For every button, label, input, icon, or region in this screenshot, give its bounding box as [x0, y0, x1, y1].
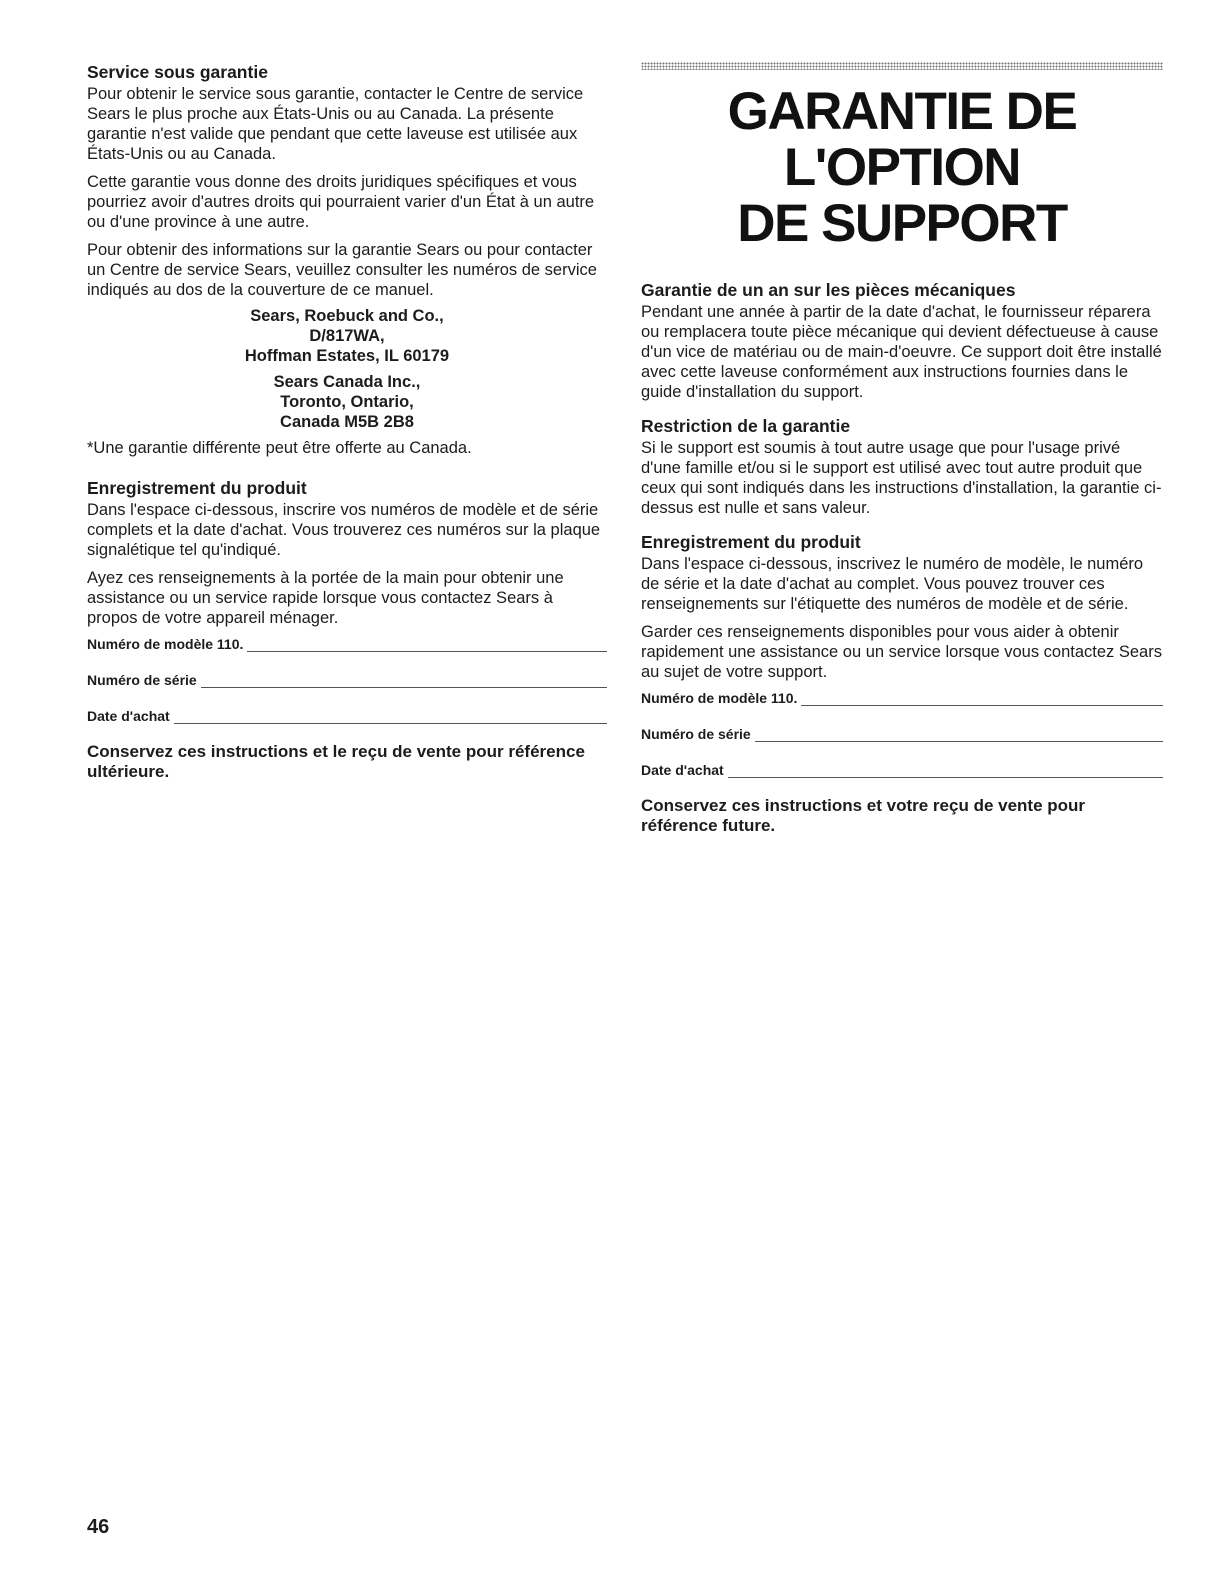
serial-number-field-right[interactable]	[641, 724, 1163, 742]
canada-note: *Une garantie différente peut être offerte au Canada.	[87, 439, 472, 457]
address-ca-line: Canada M5B 2B8	[280, 413, 414, 431]
model-number-field[interactable]	[87, 634, 607, 652]
page-title-line-1: GARANTIE DE L'OPTION	[727, 82, 1077, 197]
warranty-heading: Garantie de un an sur les pièces mécaniques	[641, 280, 1016, 300]
registration-paragraph-right-2: Garder ces renseignements disponibles pour vous aider à obtenir rapidement une assistance ou un service lorsque vous contactez Sears au sujet de votre support.	[641, 623, 1162, 681]
serial-number-line-right[interactable]	[755, 729, 1163, 742]
address-canada	[87, 372, 607, 432]
registration-heading-right: Enregistrement du produit	[641, 532, 861, 552]
purchase-date-label: Date d'achat	[87, 708, 170, 724]
service-paragraph-2: Cette garantie vous donne des droits juridiques spécifiques et vous pourriez avoir d'autres droits qui pourraient varier d'un État à un autre ou d'une province à une autre.	[87, 173, 595, 231]
closing-note-right: Conservez ces instructions et votre reçu de vente pour référence future.	[641, 796, 1086, 835]
service-paragraph-3: Pour obtenir des informations sur la garantie Sears ou pour contacter un Centre de service Sears, veuillez consulter les numéros de service indiqués au dos de la couverture de ce manuel.	[87, 241, 597, 299]
left-column	[87, 62, 607, 782]
service-heading: Service sous garantie	[87, 62, 268, 82]
dotted-divider	[641, 62, 1163, 70]
address-ca-line: Sears Canada Inc.,	[273, 373, 421, 391]
registration-heading: Enregistrement du produit	[87, 478, 307, 498]
purchase-date-line-right[interactable]	[728, 765, 1163, 778]
serial-number-label: Numéro de série	[87, 672, 197, 688]
model-number-field-right[interactable]	[641, 688, 1163, 706]
registration-paragraph-right-1: Dans l'espace ci-dessous, inscrivez le numéro de modèle, le numéro de série et la date d'achat au complet. Vous pouvez trouver ces renseignements sur l'étiquette des numéros de modèle et de série.	[641, 555, 1144, 613]
model-number-line[interactable]	[247, 639, 607, 652]
page-number: 46	[87, 1516, 110, 1538]
serial-number-label-right: Numéro de série	[641, 726, 751, 742]
registration-paragraph-1: Dans l'espace ci-dessous, inscrire vos numéros de modèle et de série complets et la date d'achat. Vous trouverez ces numéros sur la plaque signalétique tel qu'indiqué.	[87, 501, 601, 559]
model-number-label-right: Numéro de modèle 110.	[641, 690, 798, 706]
address-us-line: Sears, Roebuck and Co.,	[250, 307, 444, 325]
serial-number-field[interactable]	[87, 670, 607, 688]
purchase-date-field-right[interactable]	[641, 760, 1163, 778]
address-us-line: D/817WA,	[309, 327, 385, 345]
address-ca-line: Toronto, Ontario,	[280, 393, 414, 411]
closing-note: Conservez ces instructions et le reçu de vente pour référence ultérieure.	[87, 742, 585, 781]
page-title-line-2: DE SUPPORT	[737, 194, 1067, 253]
model-number-line-right[interactable]	[801, 693, 1163, 706]
purchase-date-field[interactable]	[87, 706, 607, 724]
registration-paragraph-2: Ayez ces renseignements à la portée de la main pour obtenir une assistance ou un service rapide lorsque vous contactez Sears à propos de votre appareil ménager.	[87, 569, 564, 627]
serial-number-line[interactable]	[201, 675, 607, 688]
right-column	[641, 62, 1163, 836]
purchase-date-label-right: Date d'achat	[641, 762, 724, 778]
restriction-paragraph: Si le support est soumis à tout autre usage que pour l'usage privé d'une famille et/ou si le support est utilisé avec tout autre produit que ceux qui sont indiqués dans les instructions d'installation, la garantie ci-dessus est nulle et sans valeur.	[641, 439, 1162, 517]
warranty-paragraph: Pendant une année à partir de la date d'achat, le fournisseur réparera ou remplacera toute pièce mécanique qui devient défectueuse à cause d'un vice de matériau ou de main-d'oeuvre. Ce support doit être installé avec cette laveuse conformément aux instructions fournies dans le guide d'installation du support.	[641, 303, 1162, 401]
service-paragraph-1: Pour obtenir le service sous garantie, contacter le Centre de service Sears le plus proche aux États-Unis ou au Canada. La présente garantie n'est valide que pendant que cette laveuse est utilisée aux États-Unis ou au Canada.	[87, 85, 584, 163]
page-title	[641, 84, 1163, 252]
model-number-label: Numéro de modèle 110.	[87, 636, 244, 652]
address-us-line: Hoffman Estates, IL 60179	[244, 347, 450, 365]
address-us	[87, 306, 607, 366]
purchase-date-line[interactable]	[174, 711, 607, 724]
restriction-heading: Restriction de la garantie	[641, 416, 851, 436]
